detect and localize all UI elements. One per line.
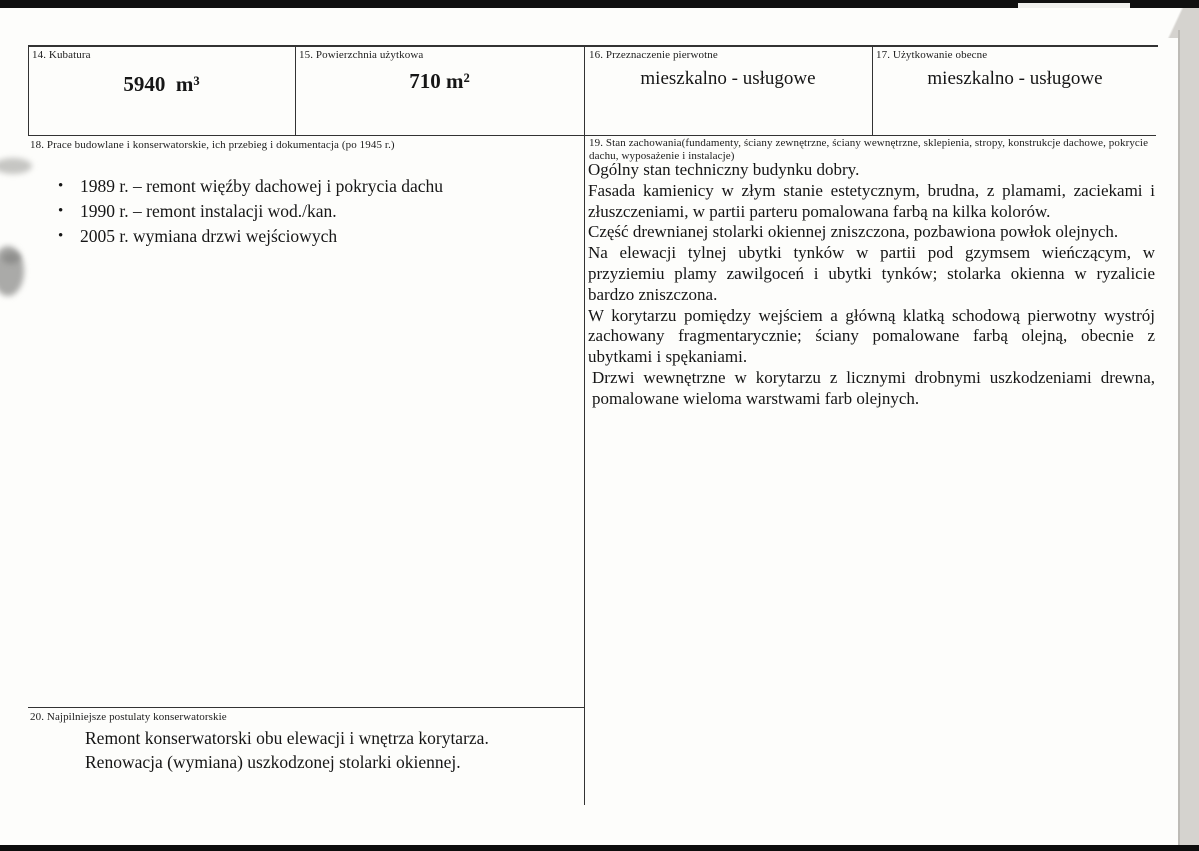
scan-smudge xyxy=(0,158,32,174)
paragraph: Fasada kamienicy w złym stanie estetycznym, brudna, z plamami, zaciekami i złuszczeniami, w partii parteru pomalowana farbą na kilka kolorów. xyxy=(588,180,1155,221)
bullet-icon: • xyxy=(58,228,64,244)
table-divider-center-column xyxy=(584,45,585,805)
paragraph: Część drewnianej stolarki okiennej zniszczona, pozbawiona powłok olejnych. xyxy=(588,222,1119,242)
list-item xyxy=(58,226,558,246)
field-16-label: 16. Przeznaczenie pierwotne xyxy=(589,49,718,61)
scan-edge-top-notch xyxy=(1018,3,1130,8)
work-item-text: 2005 r. wymiana drzwi wejściowych xyxy=(80,226,338,246)
paper-edge-line xyxy=(1178,30,1180,845)
field-19-condition-text xyxy=(588,160,1155,410)
paragraph: Ogólny stan techniczny budynku dobry. xyxy=(588,160,860,179)
field-20-postulates xyxy=(85,726,565,774)
table-border-field20-top xyxy=(28,707,585,708)
scan-edge-bottom xyxy=(0,845,1199,851)
scan-smudge xyxy=(2,252,20,264)
work-item-text: 1990 r. – remont instalacji wod./kan. xyxy=(80,201,337,221)
paper-corner xyxy=(1152,8,1199,38)
field-17-value: mieszkalno - usługowe xyxy=(927,68,1103,89)
table-border-row1-bottom-right xyxy=(584,135,1156,136)
field-14-value: 5940 m³ xyxy=(123,72,200,96)
bullet-icon: • xyxy=(58,203,64,219)
field-15-label: 15. Powierzchnia użytkowa xyxy=(299,49,424,61)
field-18-label: 18. Prace budowlane i konserwatorskie, ich przebieg i dokumentacja (po 1945 r.) xyxy=(30,139,395,151)
paragraph: Na elewacji tylnej ubytki tynków w partii pod gzymsem wieńczącym, w przyziemiu plamy zawilgoceń i ubytki tynków; stolarka okienna w ryzalicie bardzo zniszczona. xyxy=(588,243,1155,304)
field-17-label: 17. Użytkowanie obecne xyxy=(876,49,988,61)
work-item-text: 1989 r. – remont więźby dachowej i pokrycia dachu xyxy=(80,176,444,196)
list-item xyxy=(58,176,558,196)
field-14-label: 14. Kubatura xyxy=(32,49,91,61)
bullet-icon: • xyxy=(58,178,64,194)
postulate-line: Remont konserwatorski obu elewacji i wnętrza korytarza. xyxy=(85,728,489,748)
field-16-value: mieszkalno - usługowe xyxy=(640,68,816,89)
list-item xyxy=(58,201,558,221)
postulate-line: Renowacja (wymiana) uszkodzonej stolarki okiennej. xyxy=(85,752,461,772)
paragraph: W korytarzu pomiędzy wejściem a główną klatką schodową pierwotny wystrój zachowany fragmentarycznie; ściany pomalowane farbą olejną, obecnie z ubytkami i spękaniami. xyxy=(588,305,1155,367)
table-border-top xyxy=(28,45,1158,47)
table-divider-16-17 xyxy=(872,45,873,136)
field-19-label: 19. Stan zachowania(fundamenty, ściany zewnętrzne, ściany wewnętrzne, sklepienia, stropy, konstrukcje dachowe, pokrycie dachu, wyposażenie i instalacje) xyxy=(589,137,1149,162)
table-border-row1-bottom-left xyxy=(28,135,585,136)
field-18-work-list xyxy=(58,176,558,251)
paragraph: Drzwi wewnętrzne w korytarzu z licznymi drobnymi uszkodzeniami drewna, pomalowane wieloma warstwami farb olejnych. xyxy=(592,367,1155,408)
field-20-label: 20. Najpilniejsze postulaty konserwatorskie xyxy=(30,711,227,723)
paper-edge-shadow xyxy=(1180,8,1199,845)
field-15-value: 710 m² xyxy=(409,69,470,93)
